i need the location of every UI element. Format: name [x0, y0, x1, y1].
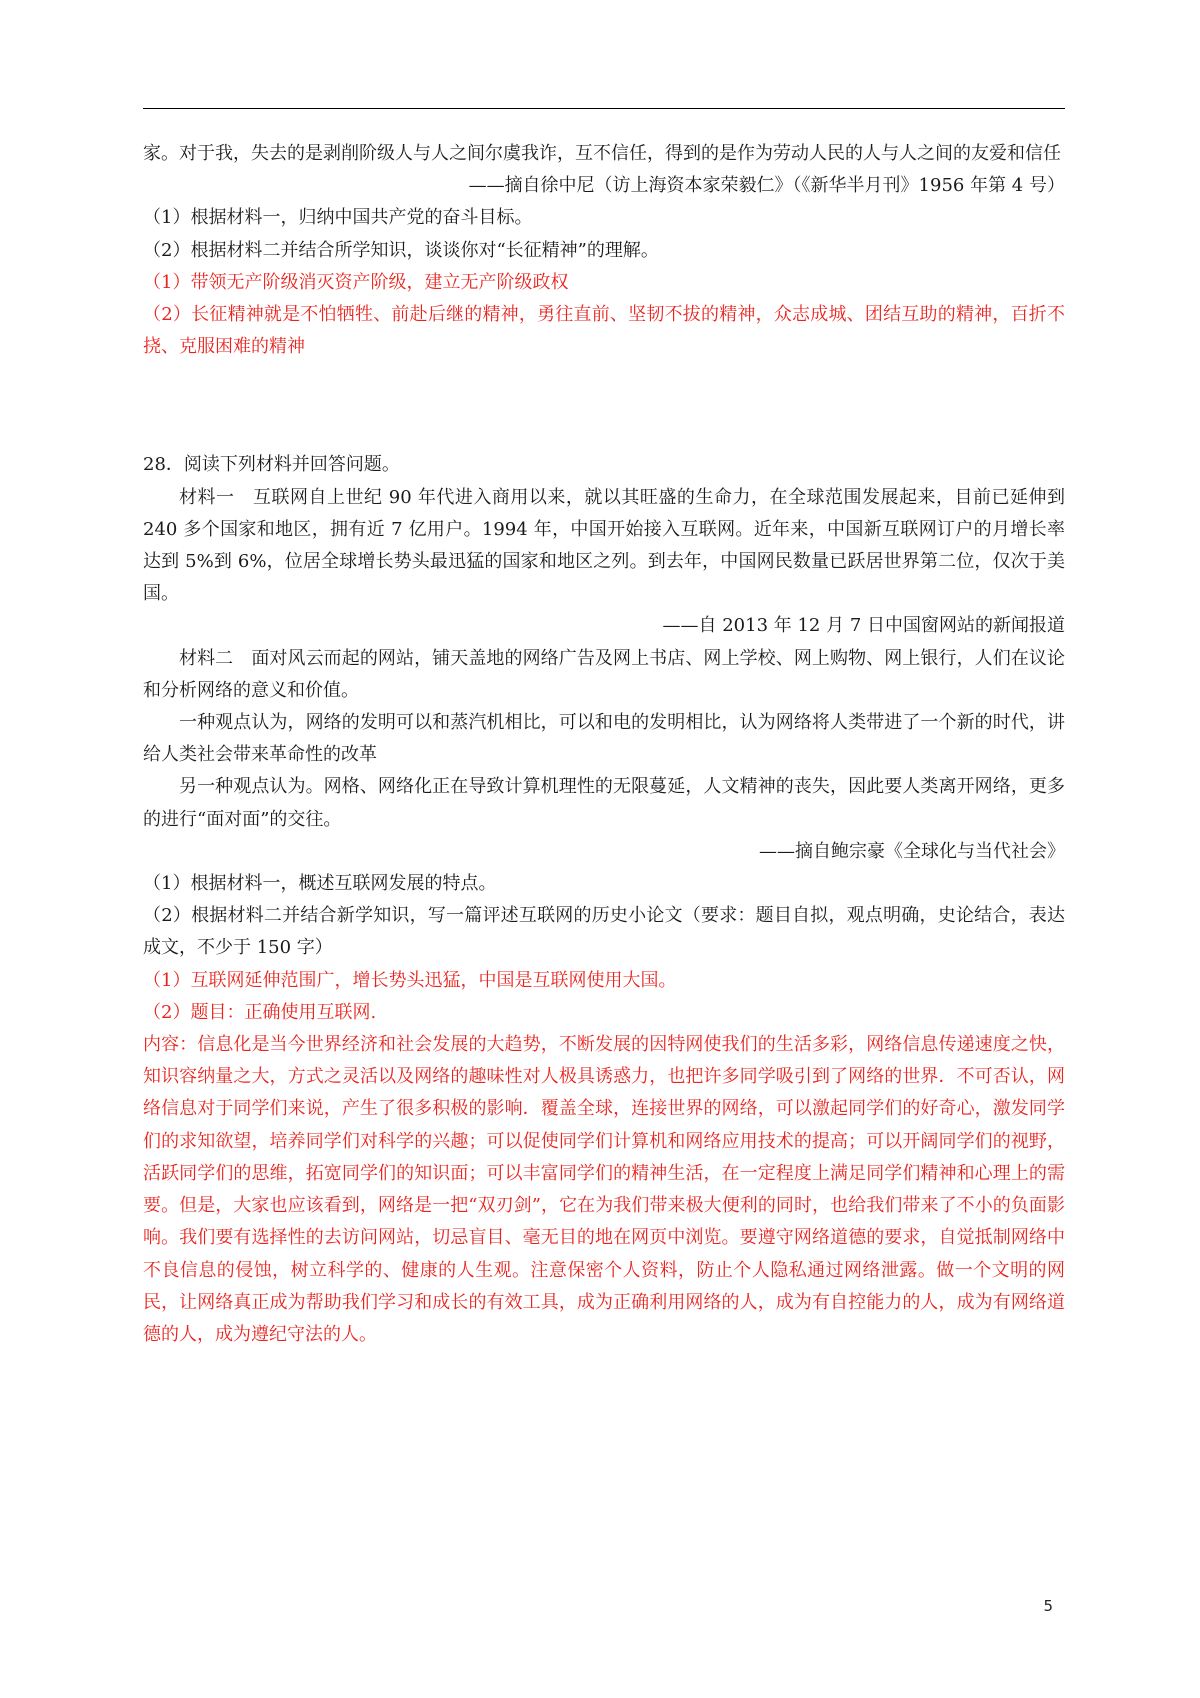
answer-28-2-content: 内容：信息化是当今世界经济和社会发展的大趋势，不断发展的因特网使我们的生活多彩，网络信息传递速度之快，知识容纳量之大，方式之灵活以及网络的趣味性对人极具诱惑力，也把许多同学吸引到了网络的世界．不可否认，网络信息对于同学们来说，产生了很多积极的影响．覆盖全球，连接世界的网络，可以激起同学们的好奇心，激发同学们的求知欲望，培养同学们对科学的兴趣；可以促使同学们计算机和网络应用技术的提高；可以开阔同学们的视野，活跃同学们的思维，拓宽同学们的知识面；可以丰富同学们的精神生活，在一定程度上满足同学们精神和心理上的需要。但是，大家也应该看到，网络是一把“双刃剑”，它在为我们带来极大便利的同时，也给我们带来了不小的负面影响。我们要有选择性的去访问网站，切忌盲目、毫无目的地在网页中浏览。要遵守网络道德的要求，自觉抵制网络中不良信息的侵蚀，树立科学的、健康的人生观。注意保密个人资料，防止个人隐私通过网络泄露。做一个文明的网民，让网络真正成为帮助我们学习和成长的有效工具，成为正确利用网络的人，成为有自控能力的人，成为有网络道德的人，成为遵纪守法的人。 [143, 1034, 1065, 1345]
material-source: ——摘自徐中尼（访上海资本家荣毅仁》（《新华半月刊》1956 年第 4 号） [468, 175, 1065, 197]
page-content [143, 138, 1065, 1351]
question-28-2: （2）根据材料二并结合新学知识，写一篇评述互联网的历史小论文（要求：题目自拟，观点明确，史论结合，表达成文，不少于 150 字） [143, 905, 1065, 959]
question-2: （2）根据材料二并结合所学知识，谈谈你对“长征精神”的理解。 [143, 239, 659, 261]
spacer [143, 363, 1065, 449]
material-two: 材料二 面对风云而起的网站，铺天盖地的网络广告及网上书店、网上学校、网上购物、网上银行，人们在议论和分析网络的意义和价值。 [143, 647, 1065, 701]
material-two-source: ——摘自鲍宗豪《全球化与当代社会》 [759, 840, 1065, 862]
answer-28-2-title: （2）题目：正确使用互联网. [143, 1001, 377, 1023]
material-one-source: ——自 2013 年 12 月 7 日中国窗网站的新闻报道 [662, 615, 1065, 637]
material-two-view-2: 另一种观点认为。网格、网络化正在导致计算机理性的无限蔓延，人文精神的丧失，因此要人类离开网络，更多的进行“面对面”的交往。 [143, 776, 1065, 830]
question-28-title: 28．阅读下列材料并回答问题。 [143, 454, 400, 476]
answer-1: （1）带领无产阶级消灭资产阶级，建立无产阶级政权 [143, 271, 569, 293]
question-1: （1）根据材料一，归纳中国共产党的奋斗目标。 [143, 207, 533, 229]
material-one: 材料一 互联网自上世纪 90 年代进入商用以来，就以其旺盛的生命力，在全球范围发展起来，目前已延伸到 240 多个国家和地区，拥有近 7 亿用户。1994 年，中国开始接入互联网。近年来，中国新互联网订户的月增长率达到 5%到 6%，位居全球增长势头最迅猛的国家和地区之列。到去年，中国网民数量已跃居世界第二位，仅次于美国。 [143, 486, 1065, 605]
material-continuation: 家。对于我，失去的是剥削阶级人与人之间尔虞我诈，互不信任，得到的是作为劳动人民的人与人之间的友爱和信任 [143, 143, 1061, 164]
header-rule [143, 108, 1065, 109]
page-number: 5 [1043, 1597, 1053, 1615]
question-28-1: （1）根据材料一，概述互联网发展的特点。 [143, 873, 497, 895]
answer-28-1: （1）互联网延伸范围广，增长势头迅猛，中国是互联网使用大国。 [143, 969, 677, 991]
answer-2: （2）长征精神就是不怕牺牲、前赴后继的精神，勇往直前、坚韧不拔的精神，众志成城、团结互助的精神，百折不挠、克服困难的精神 [143, 304, 1065, 358]
material-two-view-1: 一种观点认为，网络的发明可以和蒸汽机相比，可以和电的发明相比，认为网络将人类带进了一个新的时代，讲给人类社会带来革命性的改革 [143, 712, 1065, 766]
